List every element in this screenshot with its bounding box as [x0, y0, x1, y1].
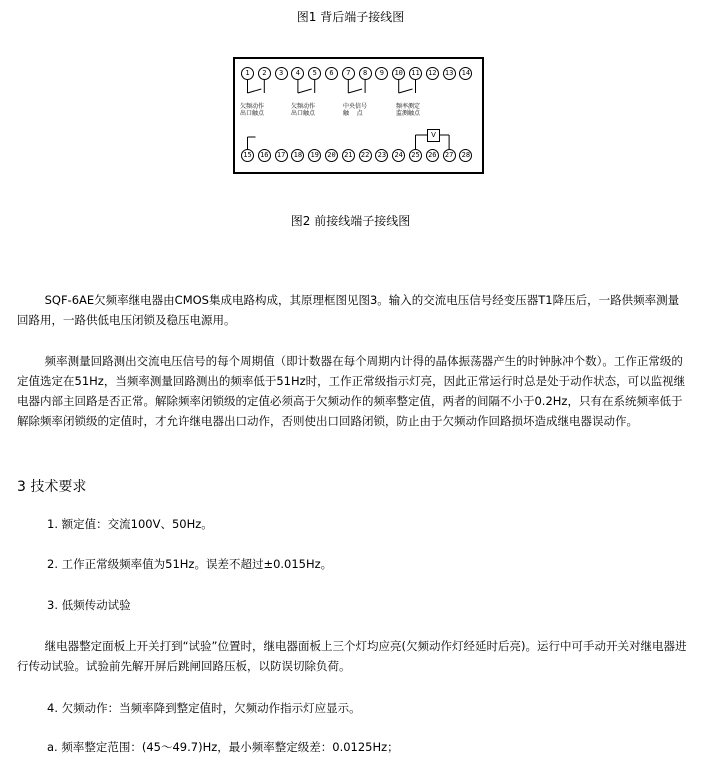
paragraph-principle: SQF-6AE欠频率继电器由CMOS集成电路构成，其原理框图见图3。输入的交流电压信号经变压器T1降压后，一路供频率测量回路用，一路供低电压闭锁及稳压电源用。 [17, 293, 680, 327]
bottom-terminal-25: 25 [409, 149, 422, 162]
contact-blade-0 [248, 89, 262, 93]
section-heading-technical-requirements: 3 技术要求 [17, 479, 87, 495]
top-terminal-4: 4 [291, 67, 304, 80]
bottom-terminal-18: 18 [291, 149, 304, 162]
bottom-terminal-17: 17 [275, 149, 288, 162]
bottom-terminal-15: 15 [241, 149, 254, 162]
list-item-rated-value: 1. 额定值：交流100V、50Hz。 [47, 517, 213, 531]
contact-label-trip-1: 欠频动作 出口触点 [240, 103, 265, 117]
bottom-terminal-23: 23 [375, 149, 388, 162]
top-terminal-12: 12 [426, 67, 439, 80]
contact-blade-2 [348, 89, 362, 93]
bottom-terminal-22: 22 [359, 149, 372, 162]
bottom-terminal-20: 20 [325, 149, 338, 162]
contact-blade-3 [399, 89, 413, 93]
bottom-terminal-16: 16 [258, 149, 271, 162]
list-item-underfrequency-action: 4. 欠频动作：当频率降到整定值时，欠频动作指示灯应显示。 [47, 701, 361, 715]
contact-blade-1 [298, 89, 312, 93]
contact-label-frequency-monitor: 频率测定 监测触点 [396, 103, 421, 117]
top-terminal-2: 2 [258, 67, 271, 80]
list-item-normal-frequency: 2. 工作正常级频率值为51Hz。误差不超过±0.015Hz。 [47, 557, 333, 571]
top-terminal-14: 14 [459, 67, 472, 80]
figure2-caption: 图2 前接线端子接线图 [290, 214, 411, 228]
top-terminal-13: 13 [443, 67, 456, 80]
paragraph-frequency-measurement: 频率测量回路测出交流电压信号的每个周期值（即计数器在每个周期内计得的晶体振荡器产生的时钟脉冲个数）。工作正常级的定值选定在51Hz，当频率测量回路测出的频率低于51Hz时，工作正常级指示灯亮，因此正常运行时总是处于动作状态，可以监视继电器内部主回路是否正常。解除频率闭锁级的定值必须高于欠频动作的频率整定值，两者的间隔不小于0.2Hz，只有在系统频率低于解除频率闭锁级的定值时，才允许继电器出口动作，否则使出口回路闭锁，防止由于欠频动作回路损坏造成继电器误动作。 [17, 354, 686, 428]
bottom-terminal-27: 27 [443, 149, 456, 162]
top-terminal-1: 1 [241, 67, 254, 80]
contact-label-central-signal: 中央信号 触 点 [343, 103, 368, 117]
top-terminal-3: 3 [275, 67, 288, 80]
bottom-terminal-24: 24 [392, 149, 405, 162]
bottom-terminal-19: 19 [308, 149, 321, 162]
voltmeter-symbol: V [427, 129, 440, 142]
top-terminal-6: 6 [325, 67, 338, 80]
terminal-wiring-diagram [233, 57, 484, 174]
contact-label-trip-2: 欠频动作 出口触点 [291, 103, 316, 117]
top-terminal-5: 5 [308, 67, 321, 80]
bottom-terminal-21: 21 [342, 149, 355, 162]
top-terminal-7: 7 [342, 67, 355, 80]
top-terminal-9: 9 [375, 67, 388, 80]
top-terminal-8: 8 [359, 67, 372, 80]
top-terminal-10: 10 [392, 67, 405, 80]
bottom-terminal-28: 28 [459, 149, 472, 162]
bottom-terminal-26: 26 [426, 149, 439, 162]
figure1-caption: 图1 背后端子接线图 [296, 10, 405, 24]
paragraph-test-procedure: 继电器整定面板上开关打到“试验”位置时，继电器面板上三个灯均应亮(欠频动作灯经延时后亮)。运行中可手动开关对继电器进行传动试验。试验前先解开屏后跳闸回路压板，以防误切除负荷。 [17, 639, 687, 673]
top-terminal-11: 11 [409, 67, 422, 80]
list-item-setting-range: a. 频率整定范围：(45～49.7)Hz，最小频率整定级差：0.0125Hz； [47, 740, 399, 754]
list-item-low-frequency-test: 3. 低频传动试验 [47, 598, 131, 612]
